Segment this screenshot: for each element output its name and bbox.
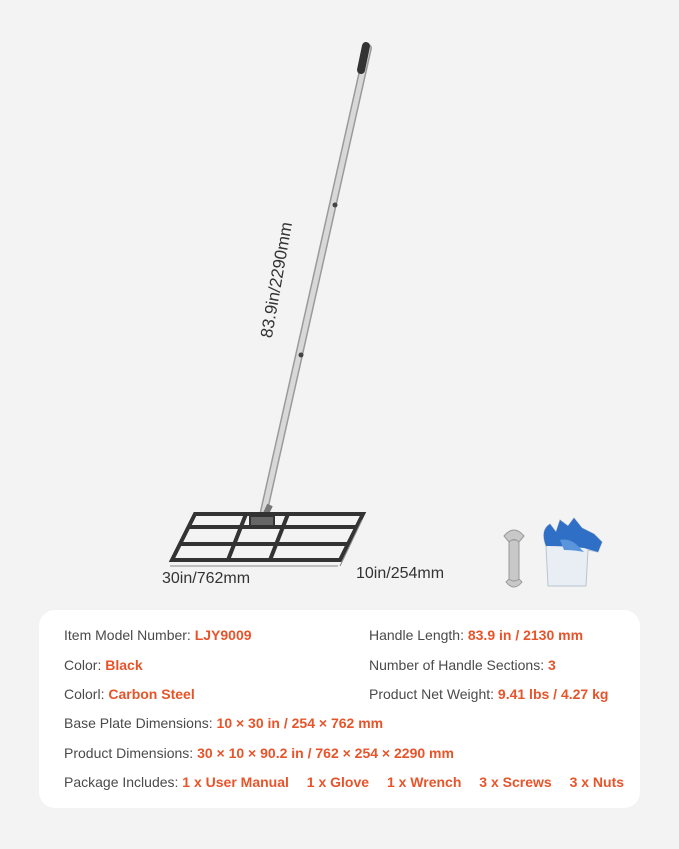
spec-value: 10 × 30 in / 254 × 762 mm xyxy=(216,715,384,731)
gloves-illustration xyxy=(544,518,602,586)
spec-net-weight xyxy=(369,686,608,702)
package-item: 3 x Screws xyxy=(479,774,552,790)
spec-item-model xyxy=(64,627,252,643)
spec-value: Black xyxy=(105,657,143,673)
spec-value: 30 × 10 × 90.2 in / 762 × 254 × 2290 mm xyxy=(197,745,454,761)
spec-label: Handle Length: xyxy=(369,627,464,643)
package-item: 3 x Nuts xyxy=(569,774,625,790)
spec-handle-sections xyxy=(369,657,556,673)
width-dimension: 30in/762mm xyxy=(162,570,251,587)
spec-value: 83.9 in / 2130 mm xyxy=(467,627,584,643)
spec-product-dimensions xyxy=(64,745,454,761)
spec-color xyxy=(64,657,143,673)
handle-length-dimension: 83.9in/2290mm xyxy=(256,220,297,340)
spec-label: Color: xyxy=(64,657,102,673)
spec-label: Item Model Number: xyxy=(64,627,191,643)
spec-handle-length xyxy=(369,627,583,643)
spec-value: LJY9009 xyxy=(194,627,252,643)
spec-value: 3 xyxy=(547,657,556,673)
package-item: 1 x Wrench xyxy=(386,774,462,790)
spec-label: Product Dimensions: xyxy=(64,745,194,761)
spec-label: Product Net Weight: xyxy=(369,686,495,702)
spec-label: Number of Handle Sections: xyxy=(369,657,545,673)
spec-package-includes xyxy=(64,774,624,790)
spec-base-plate xyxy=(64,715,383,731)
package-item: 1 x User Manual xyxy=(182,774,289,790)
depth-dimension: 10in/254mm xyxy=(356,565,445,582)
spec-card xyxy=(39,610,640,808)
spec-label: Package Includes: xyxy=(64,774,179,790)
base-frame-illustration xyxy=(172,514,363,560)
wrench-illustration xyxy=(504,530,524,587)
spec-material xyxy=(64,686,195,702)
spec-label: Colorl: xyxy=(64,686,105,702)
spec-value: Carbon Steel xyxy=(108,686,195,702)
spec-label: Base Plate Dimensions: xyxy=(64,715,213,731)
spec-value: 9.41 lbs / 4.27 kg xyxy=(497,686,609,702)
package-item: 1 x Glove xyxy=(306,774,370,790)
